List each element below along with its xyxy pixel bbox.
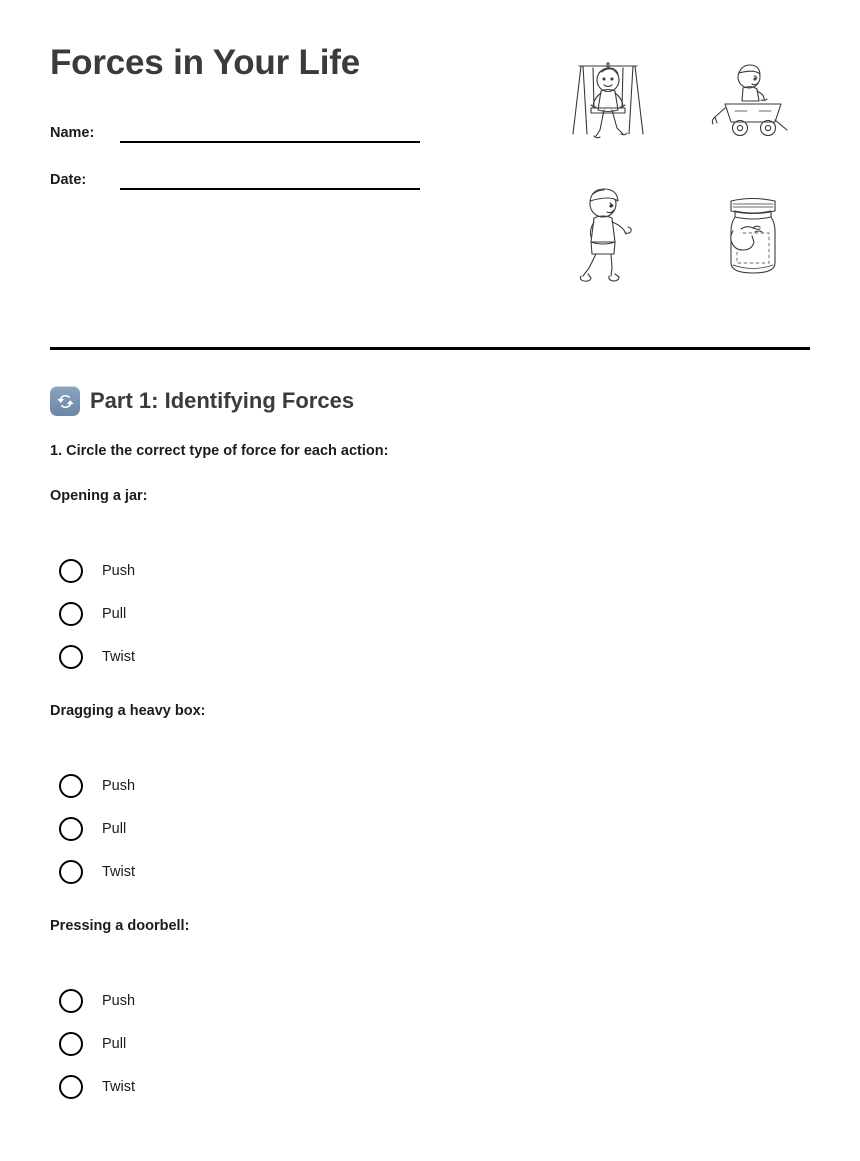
option-circle[interactable] — [59, 860, 83, 884]
section-title: Part 1: Identifying Forces — [90, 388, 355, 413]
option-circle[interactable] — [59, 989, 83, 1013]
option-row[interactable] — [50, 850, 810, 893]
question-prompt: Opening a jar: — [50, 488, 148, 504]
illustration-grid — [545, 40, 815, 310]
child-in-wagon-illustration — [690, 40, 815, 160]
option-circle[interactable] — [59, 1032, 83, 1056]
option-label: Pull — [102, 605, 127, 622]
option-circle[interactable] — [59, 645, 83, 669]
option-row[interactable] — [50, 635, 810, 678]
refresh-arrows-icon — [50, 386, 80, 416]
hand-opening-jar-illustration — [690, 174, 815, 294]
section-header — [50, 386, 810, 416]
instruction-text: 1. Circle the correct type of force for each action: — [50, 443, 389, 459]
option-label: Twist — [102, 863, 136, 880]
option-label: Twist — [102, 648, 136, 665]
question-block — [50, 703, 810, 893]
option-row[interactable] — [50, 764, 810, 807]
question-block — [50, 488, 810, 678]
option-circle[interactable] — [59, 774, 83, 798]
option-circle[interactable] — [59, 602, 83, 626]
option-label: Twist — [102, 1078, 136, 1095]
option-row[interactable] — [50, 807, 810, 850]
walking-child-illustration — [545, 174, 670, 294]
name-field-row — [50, 109, 420, 143]
option-row[interactable] — [50, 592, 810, 635]
child-on-swing-illustration — [545, 40, 670, 160]
date-field-input[interactable] — [120, 166, 420, 190]
question-prompt: Pressing a doorbell: — [50, 918, 190, 934]
date-field-row — [50, 156, 420, 190]
option-label: Pull — [102, 1035, 127, 1052]
option-circle[interactable] — [59, 559, 83, 583]
question-block — [50, 918, 810, 1108]
option-row[interactable] — [50, 1022, 810, 1065]
option-row[interactable] — [50, 549, 810, 592]
option-row[interactable] — [50, 1065, 810, 1108]
name-field-input[interactable] — [120, 119, 420, 143]
option-circle[interactable] — [59, 1075, 83, 1099]
name-field-label: Name: — [50, 124, 95, 141]
page-title: Forces in Your Life — [50, 43, 360, 82]
option-label: Push — [102, 992, 136, 1009]
option-circle[interactable] — [59, 817, 83, 841]
option-row[interactable] — [50, 979, 810, 1022]
question-prompt: Dragging a heavy box: — [50, 703, 206, 719]
student-info-fields — [50, 109, 420, 190]
option-label: Pull — [102, 820, 127, 837]
option-label: Push — [102, 562, 136, 579]
option-label: Push — [102, 777, 136, 794]
section-divider — [50, 347, 810, 350]
part-1-section — [50, 386, 810, 1133]
date-field-label: Date: — [50, 171, 87, 188]
